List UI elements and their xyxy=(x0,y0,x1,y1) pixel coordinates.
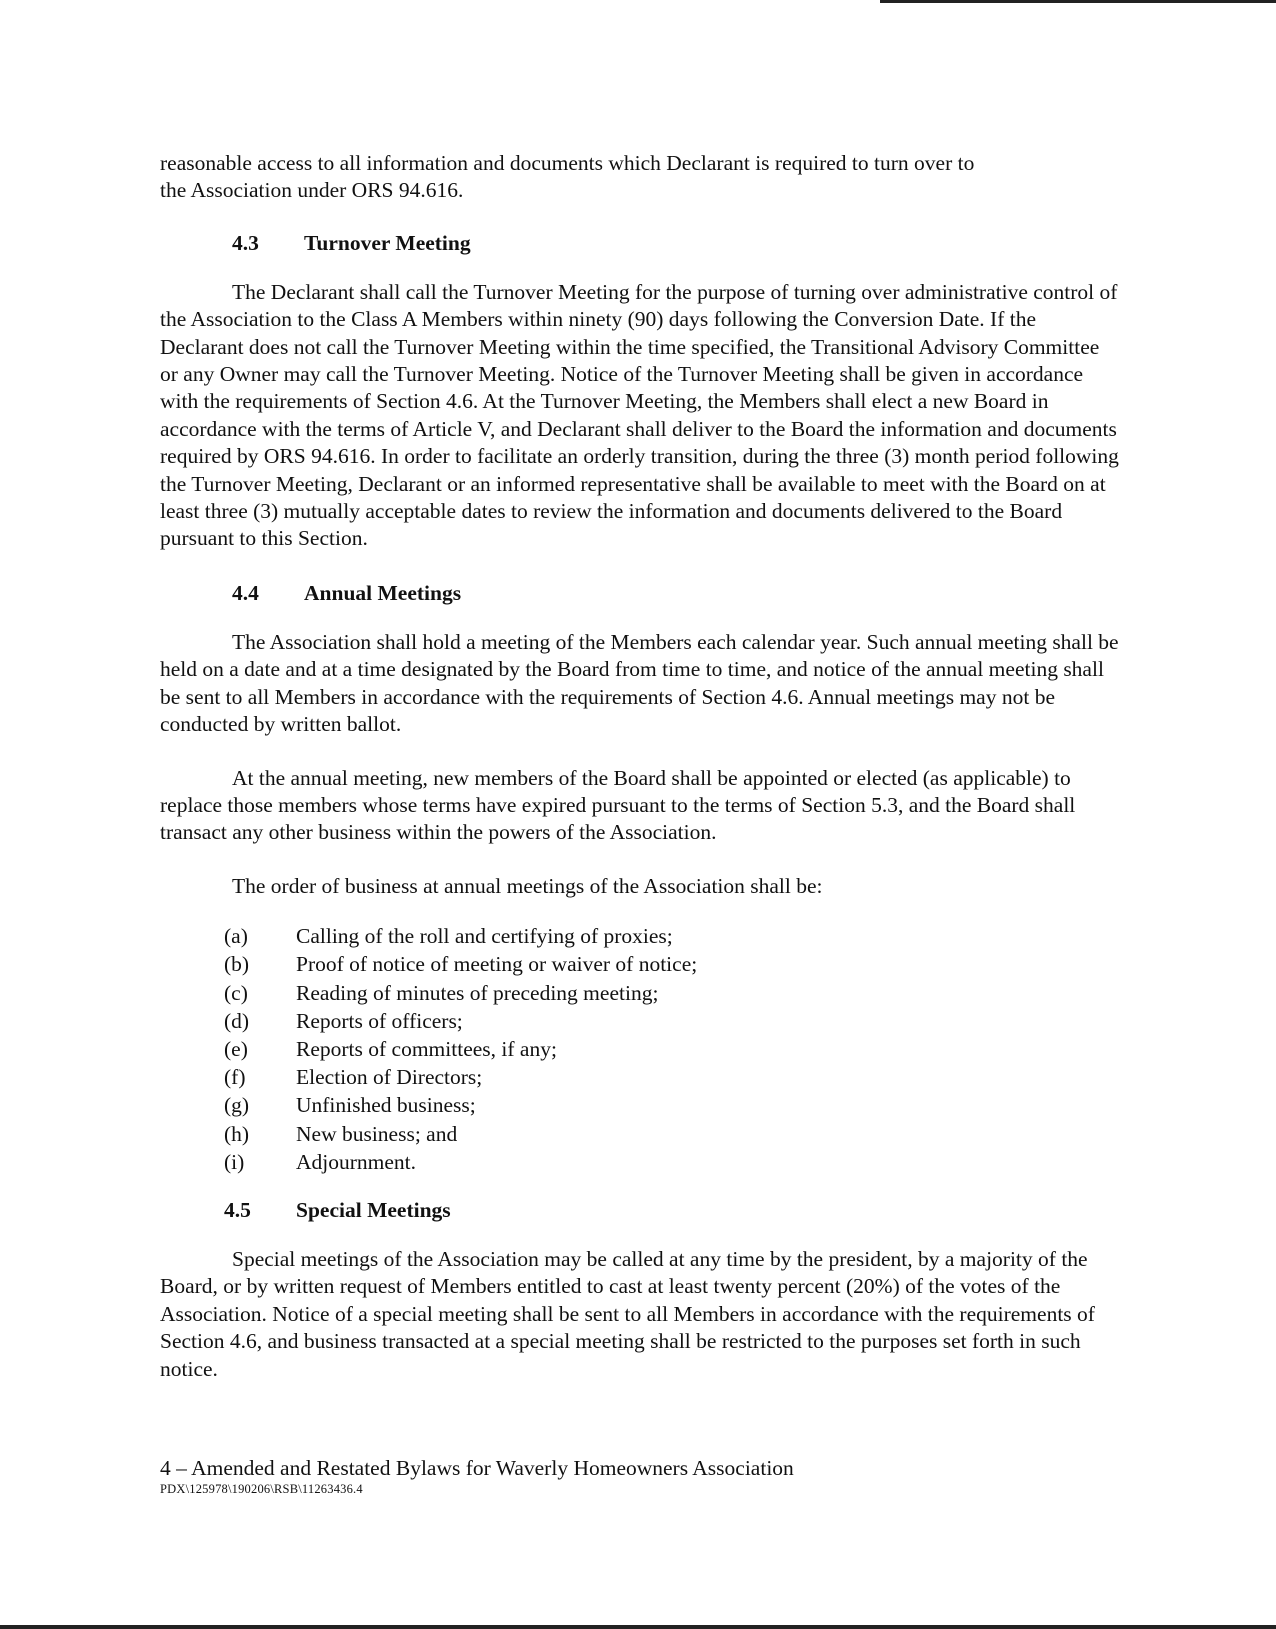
list-marker: (b) xyxy=(224,952,250,977)
section-number: 4.4 xyxy=(232,580,259,605)
intro-line: the Association under ORS 94.616. xyxy=(160,178,464,203)
list-item xyxy=(160,1120,1120,1148)
section-paragraph: The Association shall hold a meeting of the Members each calendar year. Such annual meeting shall be held on a date and at a time designated by the Board from time to time, and notice of the annual meeting shall be sent to all Members in accordance with the requirements of Section 4.6. Annual meetings may not be conducted by written ballot. xyxy=(160,629,1119,737)
scan-edge-top xyxy=(880,0,1276,3)
list-marker: (a) xyxy=(224,924,248,949)
list-marker: (c) xyxy=(224,980,248,1005)
page-footer xyxy=(160,1455,794,1497)
intro-line: reasonable access to all information and documents which Declarant is required to turn over to xyxy=(160,151,975,175)
list-marker: (i) xyxy=(224,1149,245,1174)
section-heading xyxy=(160,1196,1120,1224)
list-text: Election of Directors; xyxy=(296,1065,483,1090)
list-text: Reading of minutes of preceding meeting; xyxy=(296,980,659,1005)
footer-title: 4 – Amended and Restated Bylaws for Waverly Homeowners Association xyxy=(160,1456,794,1480)
list-item xyxy=(160,1035,1120,1063)
section-4-5 xyxy=(160,1196,1120,1383)
scan-edge-bottom xyxy=(0,1625,1276,1629)
section-paragraph: The order of business at annual meetings of the Association shall be: xyxy=(232,873,823,898)
list-marker: (e) xyxy=(224,1036,248,1061)
list-text: Proof of notice of meeting or waiver of notice; xyxy=(296,952,698,977)
list-item xyxy=(160,1007,1120,1035)
section-title: Turnover Meeting xyxy=(304,230,471,255)
order-of-business-list xyxy=(160,922,1120,1176)
list-item xyxy=(160,1148,1120,1176)
list-item xyxy=(160,1063,1120,1091)
section-paragraph: The Declarant shall call the Turnover Meeting for the purpose of turning over administrative control of the Association to the Class A Members within ninety (90) days following the Conversion Date. If the Declarant does not call the Turnover Meeting within the time specified, the Transitional Advisory Committee or any Owner may call the Turnover Meeting. Notice of the Turnover Meeting shall be given in accordance with the requirements of Section 4.6. At the Turnover Meeting, the Members shall elect a new Board in accordance with the terms of Article V, and Declarant shall deliver to the Board the information and documents required by ORS 94.616. In order to facilitate an orderly transition, during the three (3) month period following the Turnover Meeting, Declarant or an informed representative shall be available to meet with the Board on at least three (3) mutually acceptable dates to review the information and documents delivered to the Board pursuant to this Section. xyxy=(160,279,1119,551)
list-item xyxy=(160,950,1120,978)
list-marker: (h) xyxy=(224,1121,250,1146)
footer-doc-id: PDX\125978\190206\RSB\11263436.4 xyxy=(160,1482,363,1496)
list-text: New business; and xyxy=(296,1121,458,1146)
list-text: Reports of officers; xyxy=(296,1008,463,1033)
list-marker: (f) xyxy=(224,1065,246,1090)
list-text: Calling of the roll and certifying of proxies; xyxy=(296,924,673,949)
document-page xyxy=(160,150,1120,1383)
intro-continuation xyxy=(160,150,1120,205)
section-number: 4.3 xyxy=(232,230,259,255)
section-paragraph: At the annual meeting, new members of the Board shall be appointed or elected (as applicable) to replace those members whose terms have expired pursuant to the terms of Section 5.3, and the Board shall transact any other business within the powers of the Association. xyxy=(160,765,1076,845)
section-paragraph: Special meetings of the Association may be called at any time by the president, by a majority of the Board, or by written request of Members entitled to cast at least twenty percent (20%) of the votes of the Association. Notice of a special meeting shall be sent to all Members in accordance with the requirements of Section 4.6, and business transacted at a special meeting shall be restricted to the purposes set forth in such notice. xyxy=(160,1246,1095,1381)
list-item xyxy=(160,1091,1120,1119)
list-item xyxy=(160,922,1120,950)
list-text: Reports of committees, if any; xyxy=(296,1036,557,1061)
list-item xyxy=(160,979,1120,1007)
list-text: Unfinished business; xyxy=(296,1093,476,1118)
list-marker: (g) xyxy=(224,1093,250,1118)
section-title: Special Meetings xyxy=(296,1197,451,1222)
list-marker: (d) xyxy=(224,1008,250,1033)
section-4-4 xyxy=(160,579,1120,1176)
section-number: 4.5 xyxy=(224,1197,251,1222)
section-heading xyxy=(160,229,1120,257)
section-4-3 xyxy=(160,229,1120,553)
section-title: Annual Meetings xyxy=(304,580,462,605)
section-heading xyxy=(160,579,1120,607)
list-text: Adjournment. xyxy=(296,1149,417,1174)
